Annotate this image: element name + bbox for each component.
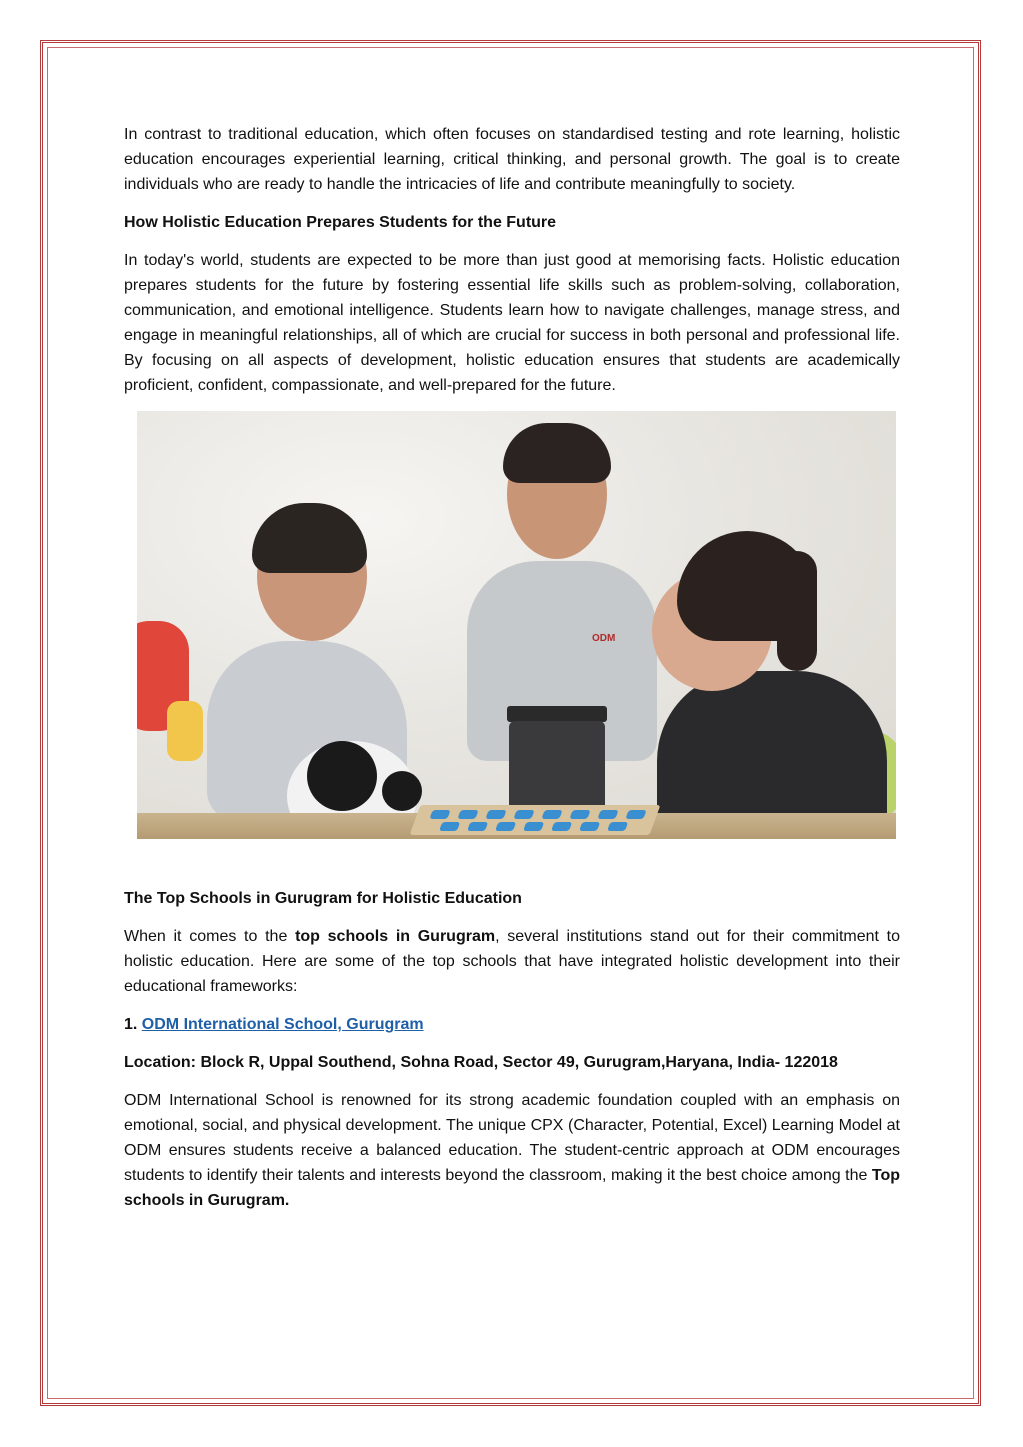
- board-slot: [541, 810, 562, 819]
- document-body: [124, 122, 900, 1226]
- board-slot: [523, 822, 544, 831]
- board-slot: [551, 822, 572, 831]
- girl-ponytail: [777, 551, 817, 671]
- spacer: [124, 839, 900, 886]
- odm-school-link[interactable]: ODM International School, Gurugram: [141, 1016, 424, 1033]
- board-slot: [429, 810, 450, 819]
- future-paragraph: In today's world, students are expected to be more than just good at memorising facts. Holistic education prepares students for the future by fostering essential life skills such as problem-solving, collaboration, communication, and emotional intelligence. Students learn how to navigate challenges, manage stress, and engage in meaningful relationships, all of which are crucial for success in both personal and professional life. By focusing on all aspects of development, holistic education ensures that students are academically proficient, confident, compassionate, and well-prepared for the future.: [124, 252, 900, 394]
- board-slot: [513, 810, 534, 819]
- top-schools-heading: The Top Schools in Gurugram for Holistic Education: [124, 890, 522, 907]
- toy-yellow: [167, 701, 203, 761]
- top-schools-text-post: , several institutions stand out for their commitment to holistic education. Here are some of the top schools that have integrated holistic development into their educational frameworks:: [124, 928, 901, 995]
- panda-toy-ear: [307, 741, 377, 811]
- odm-paragraph-keyword: Top schools in Gurugram.: [124, 1167, 900, 1209]
- board-slot: [457, 810, 478, 819]
- future-heading: How Holistic Education Prepares Students for the Future: [124, 214, 557, 231]
- odm-paragraph: [124, 1088, 900, 1213]
- intro-paragraph: In contrast to traditional education, which often focuses on standardised testing and rote learning, holistic education encourages experiential learning, critical thinking, and personal growth. The goal is to create individuals who are ready to handle the intricacies of life and contribute meaningfully to society.: [124, 126, 900, 193]
- school-number: 1.: [124, 1016, 142, 1033]
- boy-center-belt: [507, 706, 607, 722]
- board-slot: [569, 810, 590, 819]
- top-schools-text-pre: When it comes to the: [124, 928, 296, 945]
- boy-center-hair: [503, 423, 611, 483]
- board-slot: [485, 810, 506, 819]
- board-slot: [439, 822, 460, 831]
- puzzle-board: [410, 805, 661, 835]
- board-slot: [579, 822, 600, 831]
- school-list-item: [124, 1012, 900, 1037]
- board-slot: [607, 822, 628, 831]
- panda-toy-patch: [382, 771, 422, 811]
- boy-center-trousers: [509, 721, 605, 811]
- board-slot: [625, 810, 646, 819]
- board-slot: [495, 822, 516, 831]
- board-slot: [597, 810, 618, 819]
- top-schools-keyword: top schools in Gurugram: [295, 928, 496, 945]
- odm-paragraph-text: ODM International School is renowned for its strong academic foundation coupled with an emphasis on emotional, social, and physical development. The unique CPX (Character, Potential, Excel) Learning Model at ODM ensures students receive a balanced education. The student-centric approach at ODM encourages students to identify their talents and interests beyond the classroom, making it the best choice among the: [124, 1092, 900, 1184]
- board-slot: [467, 822, 488, 831]
- top-schools-paragraph: [124, 924, 900, 999]
- odm-shirt-badge: ODM: [592, 633, 616, 644]
- school-location: Location: Block R, Uppal Southend, Sohna Road, Sector 49, Gurugram,Haryana, India- 122018: [124, 1054, 838, 1071]
- classroom-photo: [137, 411, 896, 839]
